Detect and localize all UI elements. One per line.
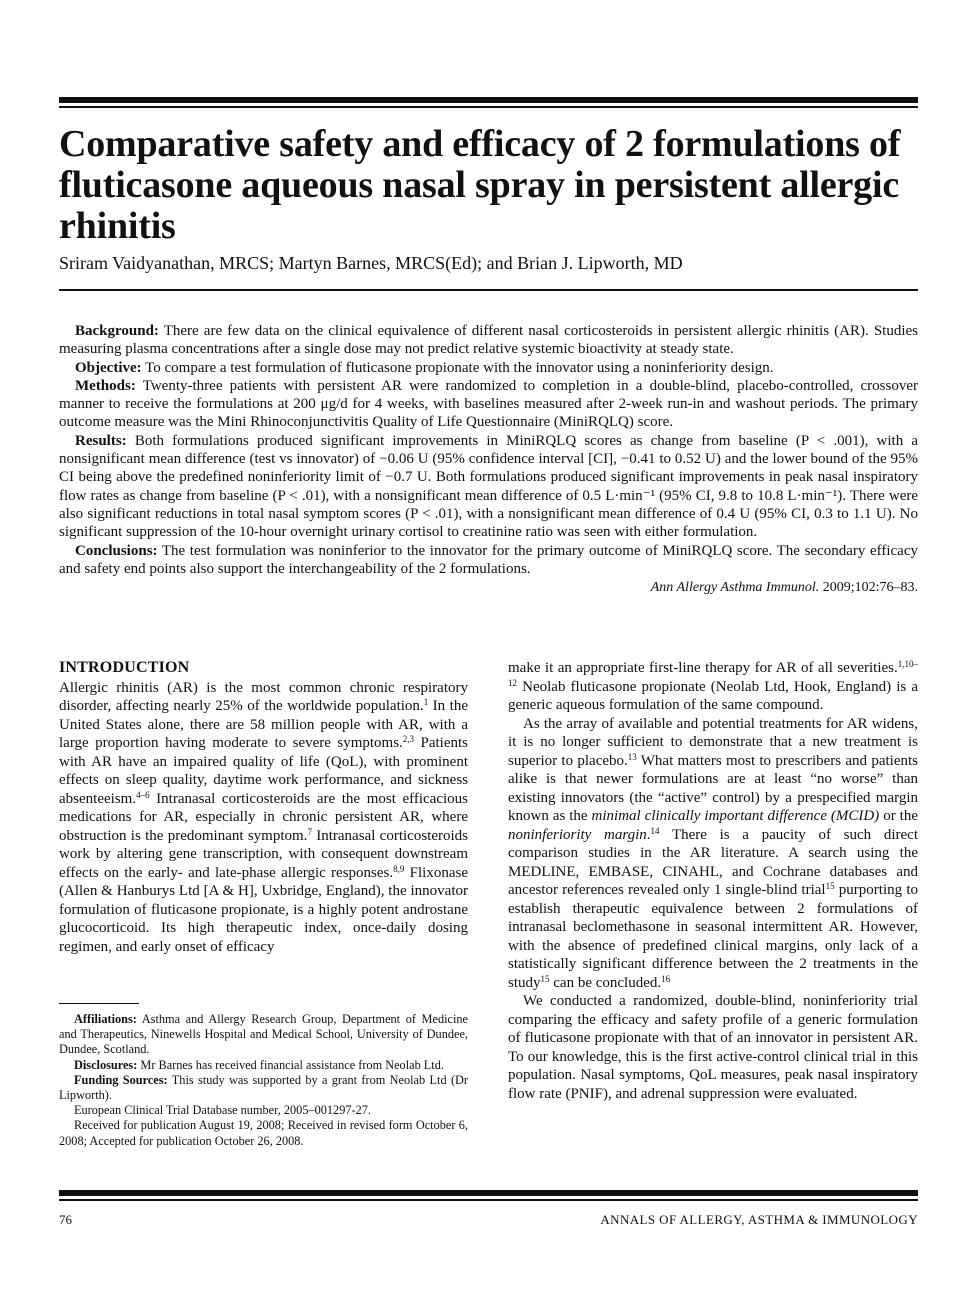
footnote-affiliations: Affiliations: Asthma and Allergy Research Group, Department of Medicine and Therapeutics, Ninewells Hospital and Medical School, University of Dundee, Dundee, Scotland. xyxy=(59,1012,468,1057)
footnote-received: Received for publication August 19, 2008; Received in revised form October 6, 2008; Accepted for publication October 26, 2008. xyxy=(59,1118,468,1148)
footnotes xyxy=(59,1012,468,1149)
abstract xyxy=(59,322,918,597)
header-rule xyxy=(59,289,918,291)
body-paragraph: Allergic rhinitis (AR) is the most common chronic respiratory disorder, affecting nearly 25% of the worldwide population.$^1$ In the United States alone, there are 58 million people with AR, with a large proportion having moderate to severe symptoms.$^{2,3}$ Patients with AR have an impaired quality of life (QoL), with prominent effects on sleep quality, daytime work performance, and sickness absenteeism.$^{4-6}$ Intranasal corticosteroids are the most efficacious medications for AR, especially in chronic persistent AR, where obstruction is the predominant symptom.$^7$ Intranasal corticosteroids work by altering gene transcription, with consequent downstream effects on the early- and late-phase allergic responses.$^{8,9}$ Flixonase (Allen & Hanburys Ltd [A & H], Uxbridge, England), the innovator formulation of fluticasone propionate, is a highly potent androstane glucocorticoid. Its high therapeutic index, once-daily dosing regimen, and early onset of efficacy xyxy=(59,679,469,955)
abstract-results: Results: Both formulations produced significant improvements in MiniRQLQ scores as change from baseline (P < .001), with a nonsignificant mean difference (test vs innovator) of −0.06 U (95% confidence interval [CI], −0.41 to 0.52 U) and the lower bound of the 95% CI being above the predefined noninferiority limit of −0.7 U. Both formulations produced significant improvements in peak nasal inspiratory flow rates as change from baseline (P < .01), with a nonsignificant mean difference of 0.5 L·min⁻¹ (95% CI, 9.8 to 10.8 L·min⁻¹). There were also significant reductions in total nasal symptom scores (P < .01), with a nonsignificant mean difference of 0.4 U (95% CI, 0.3 to 1.1 U). No significant suppression of the 10-hour overnight urinary cortisol to creatinine ratio was seen with either formulation. xyxy=(59,432,919,541)
article-title: Comparative safety and efficacy of 2 formulations of fluticasone aqueous nasal spray in persistent allergic rhinitis xyxy=(59,123,901,247)
body-column-right xyxy=(508,659,918,1103)
body-paragraph: As the array of available and potential treatments for AR widens, it is no longer sufficient to demonstrate that a new treatment is superior to placebo.$^{13}$ What matters most to prescribers and patients alike is that newer formulations are at least “no worse” than existing innovators (the “active” control) by a prespecified margin known as the minimal clinically important difference (MCID) or the noninferiority margin.$^{14}$ There is a paucity of such direct comparison studies in the AR literature. A search using the MEDLINE, EMBASE, CINAHL, and Cochrane databases and ancestor references revealed only 1 single-blind trial$^{15}$ purporting to establish therapeutic equivalence between 2 formulations of intranasal beclomethasone in seasonal intermittent AR. However, with the absence of predefined clinical margins, only lack of a statistically significant difference between the 2 treatments in the study$^{15}$ can be concluded.$^{16}$ xyxy=(508,715,918,991)
top-rule xyxy=(59,97,918,109)
footnote-trial: European Clinical Trial Database number, 2005–001297-27. xyxy=(74,1103,371,1118)
author-list: Sriram Vaidyanathan, MRCS; Martyn Barnes, MRCS(Ed); and Brian J. Lipworth, MD xyxy=(59,253,683,273)
body-paragraph: make it an appropriate first-line therapy for AR of all severities.$^{1,10-12}$ Neolab fluticasone propionate (Neolab Ltd, Hook, England) is a generic aqueous formulation of the same compound. xyxy=(508,659,918,713)
abstract-objective: Objective: To compare a test formulation of fluticasone propionate with the innovator using a noninferiority design. xyxy=(75,359,774,376)
abstract-conclusions: Conclusions: The test formulation was noninferior to the innovator for the primary outcome of MiniRQLQ score. The secondary efficacy and safety end points also support the interchangeability of the 2 formulations. xyxy=(59,542,918,577)
section-heading: INTRODUCTION xyxy=(59,659,190,676)
body-column-left xyxy=(59,659,468,956)
page-number: 76 xyxy=(59,1212,72,1227)
footnote-funding: Funding Sources: This study was supported by a grant from Neolab Ltd (Dr Lipworth). xyxy=(59,1072,469,1103)
journal-name: ANNALS OF ALLERGY, ASTHMA & IMMUNOLOGY xyxy=(600,1212,918,1227)
footnote-rule xyxy=(59,1003,139,1004)
footnote-disclosures: Disclosures: Mr Barnes has received financial assistance from Neolab Ltd. xyxy=(74,1057,444,1072)
abstract-background: Background: There are few data on the clinical equivalence of different nasal corticosteroids in persistent allergic rhinitis (AR). Studies measuring plasma concentrations after a single dose may not predict relative systemic bioactivity at steady state. xyxy=(59,323,918,358)
abstract-methods: Methods: Twenty-three patients with persistent AR were randomized to completion in a double-blind, placebo-controlled, crossover manner to receive the formulations at 200 μg/d for 4 weeks, with baselines measured after 2-week run-in and washout periods. The primary outcome measure was the Mini Rhinoconjunctivitis Quality of Life Questionnaire (MiniRQLQ) score. xyxy=(59,377,919,431)
citation: Ann Allergy Asthma Immunol. 2009;102:76–83. xyxy=(650,580,918,596)
body-paragraph: We conducted a randomized, double-blind, noninferiority trial comparing the efficacy and safety profile of a generic formulation of fluticasone propionate with that of an innovator in persistent AR. To our knowledge, this is the first active-control clinical trial in this population. Nasal symptoms, QoL measures, peak nasal inspiratory flow rate (PNIF), and adrenal suppression were evaluated. xyxy=(508,993,918,1102)
footer-rule xyxy=(59,1190,918,1201)
